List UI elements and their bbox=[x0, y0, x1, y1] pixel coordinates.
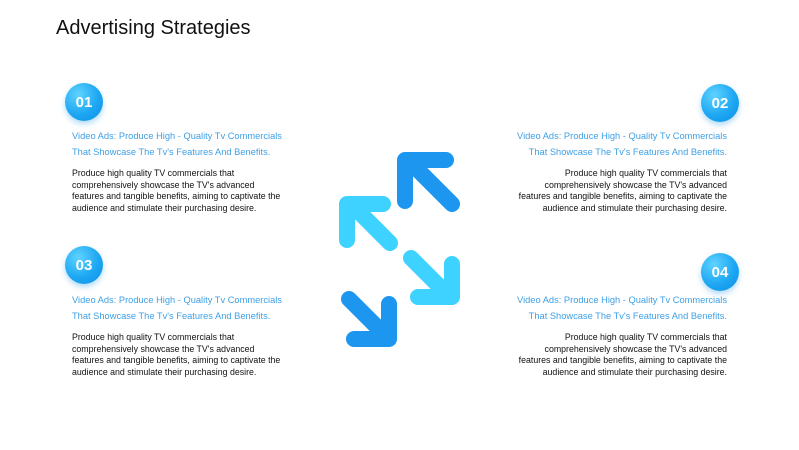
description-line: comprehensively showcase the TV's advanced bbox=[544, 343, 727, 354]
description-line: Produce high quality TV commercials that bbox=[564, 332, 727, 342]
strategy-heading bbox=[72, 128, 312, 160]
description-line: comprehensively showcase the TV's advanced bbox=[544, 179, 727, 190]
arrow-down-right-icon bbox=[349, 299, 389, 339]
step-badge-04: 04 bbox=[701, 253, 739, 291]
strategy-description bbox=[72, 332, 312, 378]
step-badge-02: 02 bbox=[701, 84, 739, 122]
arrow-up-left-icon bbox=[405, 160, 452, 204]
description-line: audience and stimulate their purchasing desire. bbox=[542, 366, 727, 377]
description-line: comprehensively showcase the TV's advanced bbox=[72, 179, 255, 190]
heading-line: That Showcase The Tv's Features And Benefits. bbox=[72, 147, 271, 157]
step-badge-03: 03 bbox=[65, 246, 103, 284]
heading-line: That Showcase The Tv's Features And Benefits. bbox=[72, 311, 271, 321]
strategy-block-03 bbox=[72, 292, 312, 378]
heading-line: Video Ads: Produce High - Quality Tv Commercials bbox=[72, 131, 282, 141]
description-line: audience and stimulate their purchasing desire. bbox=[72, 202, 257, 213]
description-line: comprehensively showcase the TV's advanced bbox=[72, 343, 255, 354]
heading-line: Video Ads: Produce High - Quality Tv Commercials bbox=[72, 295, 282, 305]
heading-line: That Showcase The Tv's Features And Benefits. bbox=[528, 311, 727, 321]
strategy-block-04 bbox=[487, 292, 727, 378]
strategy-block-02 bbox=[487, 128, 727, 214]
strategy-description bbox=[487, 168, 727, 214]
strategy-heading bbox=[72, 292, 312, 324]
description-line: audience and stimulate their purchasing desire. bbox=[72, 366, 257, 377]
heading-line: That Showcase The Tv's Features And Benefits. bbox=[528, 147, 727, 157]
description-line: features and tangible benefits, aiming to captivate the bbox=[72, 355, 281, 366]
description-line: features and tangible benefits, aiming to captivate the bbox=[518, 191, 727, 202]
description-line: Produce high quality TV commercials that bbox=[72, 332, 235, 342]
four-diagonal-arrows-icon bbox=[330, 152, 470, 352]
arrow-up-left-light-icon bbox=[347, 204, 390, 243]
description-line: Produce high quality TV commercials that bbox=[72, 168, 235, 178]
strategy-description bbox=[487, 332, 727, 378]
strategy-description bbox=[72, 168, 312, 214]
strategy-heading bbox=[487, 292, 727, 324]
heading-line: Video Ads: Produce High - Quality Tv Commercials bbox=[517, 131, 727, 141]
description-line: audience and stimulate their purchasing desire. bbox=[542, 202, 727, 213]
description-line: Produce high quality TV commercials that bbox=[564, 168, 727, 178]
heading-line: Video Ads: Produce High - Quality Tv Commercials bbox=[517, 295, 727, 305]
step-badge-01: 01 bbox=[65, 83, 103, 121]
strategy-block-01 bbox=[72, 128, 312, 214]
description-line: features and tangible benefits, aiming to captivate the bbox=[72, 191, 281, 202]
strategy-heading bbox=[487, 128, 727, 160]
description-line: features and tangible benefits, aiming to captivate the bbox=[518, 355, 727, 366]
arrow-down-right-light-icon bbox=[411, 258, 452, 297]
slide-title: Advertising Strategies bbox=[56, 17, 251, 39]
